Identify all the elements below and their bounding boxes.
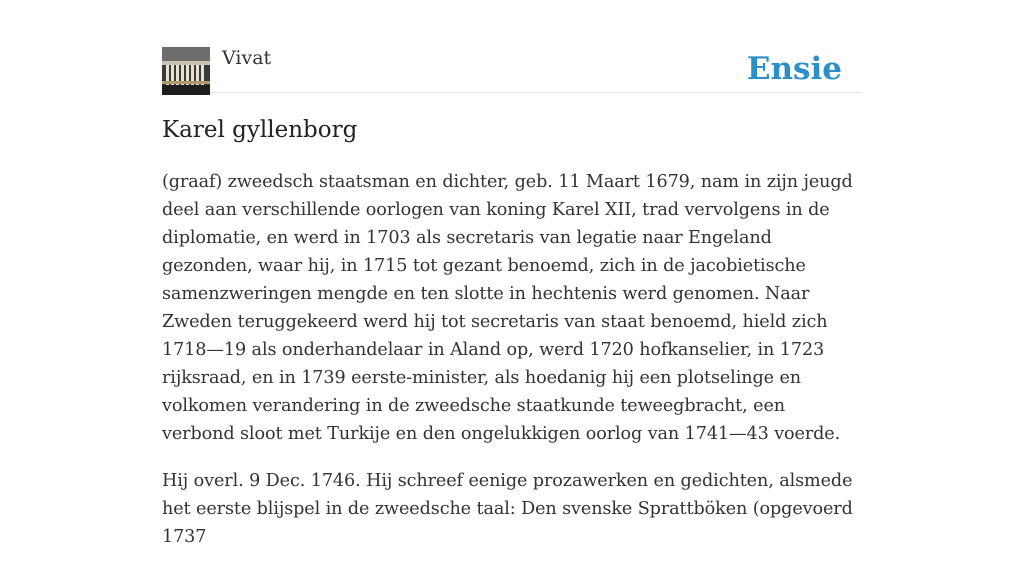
article-title: Karel gyllenborg (162, 117, 358, 143)
article-paragraph: Hij overl. 9 Dec. 1746. Hij schreef eenige prozawerken en gedichten, alsmede het eerste blijspel in de zweedsche taal: Den svenske Sprattböken (opgevoerd 1737 (162, 471, 853, 547)
article-body (162, 168, 862, 570)
brand-logo-link[interactable]: Ensie (746, 51, 842, 87)
source-header (162, 0, 862, 93)
article-page (162, 0, 862, 547)
library-books-icon (162, 47, 210, 95)
source-avatar[interactable] (162, 47, 210, 95)
source-name[interactable]: Vivat (222, 47, 272, 69)
article-paragraph: (graaf) zweedsch staatsman en dichter, geb. 11 Maart 1679, nam in zijn jeugd deel aan verschillende oorlogen van koning Karel XII, trad vervolgens in de diplomatie, en werd in 1703 als secretaris van legatie naar Engeland gezonden, waar hij, in 1715 tot gezant benoemd, zich in de jacobietische samenzweringen mengde en ten slotte in hechtenis werd genomen. Naar Zweden teruggekeerd werd hij tot secretaris van staat benoemd, hield zich 1718—19 als onderhandelaar in Aland op, werd 1720 hofkanselier, in 1723 rijksraad, en in 1739 eerste-minister, als hoedanig hij een plotselinge en volkomen verandering in de zweedsche staatkunde teweegbracht, een verbond sloot met Turkije en den ongelukkigen oorlog van 1741—43 voerde. (162, 172, 853, 444)
